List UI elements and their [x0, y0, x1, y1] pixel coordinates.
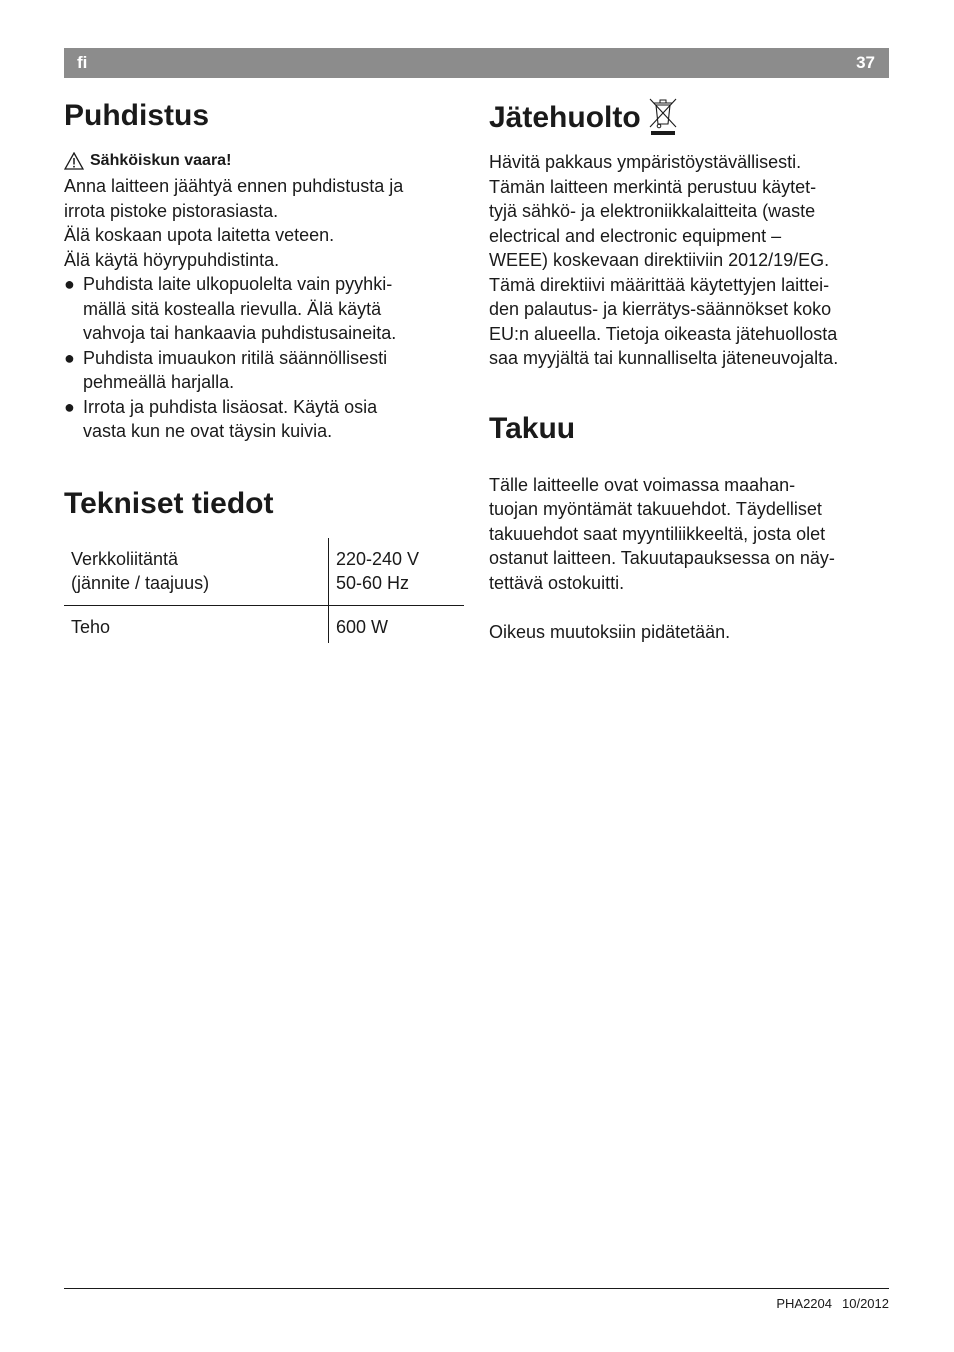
electric-shock-warning	[64, 148, 464, 174]
bullet-marker: ●	[64, 274, 75, 294]
spec-label: (jännite / taajuus)	[71, 572, 210, 593]
bullet-line: pehmeällä harjalla.	[83, 372, 235, 392]
language-code: fi	[77, 53, 88, 72]
spec-value: 220-240 V	[336, 548, 420, 569]
disposal-line: Tämä direktiivi määrittää käytettyjen laittei-	[489, 274, 830, 295]
warranty-title: Takuu	[489, 411, 576, 445]
disposal-line: EU:n alueella. Tietoja oikeasta jätehuollosta	[489, 323, 838, 344]
table-row	[64, 538, 464, 606]
disposal-heading	[489, 96, 889, 138]
bullet-line: vahvoja tai hankaavia puhdistusaineita.	[83, 323, 397, 343]
bullet-line: Puhdista imuaukon ritilä säännöllisesti	[83, 347, 388, 368]
spec-value-cell	[329, 538, 465, 606]
footer-divider	[64, 1288, 889, 1289]
model-number: PHA2204	[776, 1296, 832, 1311]
disposal-line: Tämän laitteen merkintä perustuu käytet-	[489, 176, 817, 197]
warranty-line: tettävä ostokuitti.	[489, 572, 625, 593]
table-row	[64, 605, 464, 643]
cleaning-bullet-item	[64, 395, 464, 444]
disposal-line: den palautus- ja kierrätys-säännökset koko	[489, 299, 832, 319]
disposal-title: Jätehuolto	[489, 101, 641, 134]
spec-value: 600 W	[336, 616, 389, 637]
bullet-line: vasta kun ne ovat täysin kuivia.	[83, 421, 333, 441]
warranty-line: tuojan myöntämät takuuehdot. Täydelliset	[489, 499, 822, 519]
spec-value-cell	[329, 605, 465, 643]
specs-title: Tekniset tiedot	[64, 486, 274, 520]
right-column	[489, 96, 889, 644]
bullet-marker: ●	[64, 396, 75, 417]
spec-label: Verkkoliitäntä	[71, 548, 179, 569]
bullet-line: Puhdista laite ulkopuolelta vain pyyhki-	[83, 274, 393, 294]
warranty-line: takuuehdot saat myyntiliikkeeltä, josta olet	[489, 523, 826, 544]
disposal-line: WEEE) koskevaan direktiiviin 2012/19/EG.	[489, 250, 830, 270]
cleaning-line: irrota pistoke pistorasiasta.	[64, 200, 279, 221]
bullet-marker: ●	[64, 347, 75, 368]
warning-text: Sähköiskun vaara!	[90, 152, 232, 169]
spec-label: Teho	[71, 616, 111, 637]
cleaning-line: Älä käytä höyrypuhdistinta.	[64, 249, 280, 270]
page-footer	[776, 1296, 889, 1311]
left-column	[64, 96, 464, 643]
page-header-bar	[64, 48, 889, 78]
cleaning-bullet-item	[64, 346, 464, 395]
crossed-out-wheelie-bin-icon	[647, 96, 679, 136]
warning-triangle-icon	[64, 152, 84, 170]
cleaning-title: Puhdistus	[64, 99, 210, 132]
disposal-line: Hävitä pakkaus ympäristöystävällisesti.	[489, 152, 802, 172]
spec-label-cell	[64, 538, 329, 606]
spec-value: 50-60 Hz	[336, 572, 410, 593]
cleaning-line: Älä koskaan upota laitetta veteen.	[64, 225, 335, 245]
warranty-line: Tälle laitteelle ovat voimassa maahan-	[489, 474, 796, 495]
disposal-line: tyjä sähkö- ja elektroniikkalaitteita (waste	[489, 201, 816, 221]
warranty-line: ostanut laitteen. Takuutapauksessa on näy-	[489, 548, 835, 568]
cleaning-bullet-list	[64, 272, 464, 444]
disposal-line: electrical and electronic equipment –	[489, 225, 782, 246]
cleaning-bullet-item	[64, 272, 464, 346]
bullet-line: mällä sitä kostealla rievulla. Älä käytä	[83, 298, 382, 319]
publication-date: 10/2012	[842, 1296, 889, 1311]
bullet-line: Irrota ja puhdista lisäosat. Käytä osia	[83, 396, 378, 417]
disposal-line: saa myyjältä tai kunnalliselta jäteneuvojalta.	[489, 348, 839, 368]
page-number: 37	[856, 53, 875, 72]
change-notice: Oikeus muutoksiin pidätetään.	[489, 621, 731, 642]
warranty-body	[489, 473, 889, 645]
spec-label-cell	[64, 605, 329, 643]
cleaning-line: Anna laitteen jäähtyä ennen puhdistusta ja	[64, 176, 404, 196]
specs-table	[64, 538, 464, 643]
